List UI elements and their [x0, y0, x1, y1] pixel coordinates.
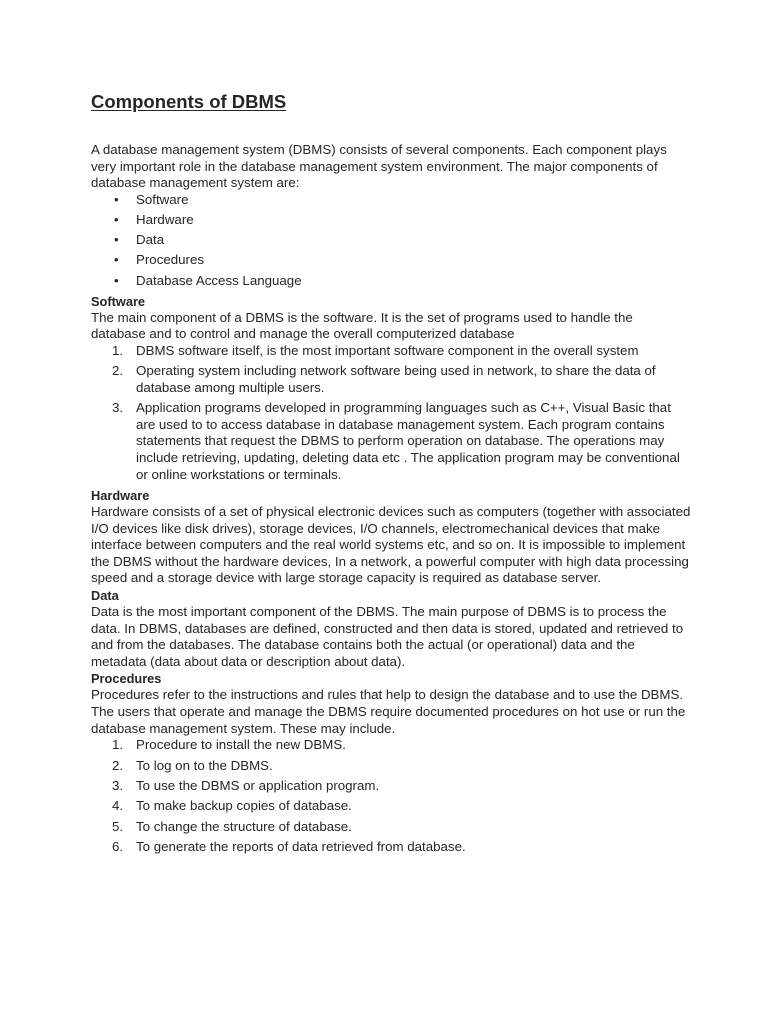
list-number: 2.	[112, 363, 124, 379]
hardware-paragraph: Hardware consists of a set of physical electronic devices such as computers (together with associated I/O devices like disk drives), storage devices, I/O channels, electromechanical devices that make interface between computers and the real world systems etc, and so on. It is impossible to implement the DBMS without the hardware devices, In a network, a powerful computer with high data processing speed and a storage device with large storage capacity is required as database server.	[91, 504, 691, 586]
list-item-text: To log on to the DBMS.	[136, 757, 273, 773]
list-number: 2.	[112, 757, 124, 773]
list-item-text: To make backup copies of database.	[136, 798, 352, 814]
list-item	[91, 363, 691, 396]
list-item: • Procedures	[91, 252, 691, 269]
list-item-text: Application programs developed in programming languages such as C++, Visual Basic that are used to to access database in database management system. Each program contains statements that request the DBMS to perform operation on database. The operations may include retrieving, updating, deleting data etc . The application program may be conventional or online workstations or terminals.	[136, 400, 680, 482]
list-item	[91, 839, 691, 856]
software-list	[91, 343, 691, 483]
list-item-text: To use the DBMS or application program.	[136, 777, 380, 793]
list-item: • Software	[91, 192, 691, 209]
list-item	[91, 400, 691, 483]
list-item: • Database Access Language	[91, 273, 691, 290]
list-item	[91, 819, 691, 836]
list-item	[91, 758, 691, 775]
list-item-text: Procedure to install the new DBMS.	[136, 737, 346, 753]
data-paragraph: Data is the most important component of the DBMS. The main purpose of DBMS is to process the data. In DBMS, databases are defined, constructed and then data is stored, updated and retrieved to and from the databases. The database contains both the actual (or operational) data and the metadata (data about data or description about data).	[91, 604, 684, 669]
list-item	[91, 343, 691, 360]
intro-paragraph: A database management system (DBMS) consists of several components. Each component plays very important role in the database management system environment. The major components of database management system are:	[91, 142, 667, 191]
list-item	[91, 737, 691, 754]
list-number: 1.	[112, 342, 124, 358]
list-number: 5.	[112, 818, 124, 834]
list-item: • Data	[91, 232, 691, 249]
procedures-heading: Procedures	[91, 671, 162, 687]
data-heading: Data	[91, 588, 119, 604]
components-list	[91, 192, 691, 289]
list-item-text: To generate the reports of data retrieved from database.	[136, 839, 466, 855]
list-item	[91, 798, 691, 815]
list-number: 1.	[112, 737, 124, 753]
procedures-paragraph: Procedures refer to the instructions and rules that help to design the database and to use the DBMS. The users that operate and manage the DBMS require documented procedures on hot use or run the database management system. These may include.	[91, 687, 686, 736]
document-title: Components of DBMS	[91, 91, 287, 112]
list-item-text: DBMS software itself, is the most important software component in the overall system	[136, 342, 639, 358]
list-item	[91, 778, 691, 795]
procedures-list	[91, 737, 691, 856]
hardware-heading: Hardware	[91, 488, 150, 504]
list-number: 4.	[112, 798, 124, 814]
list-item-text: To change the structure of database.	[136, 818, 352, 834]
list-item-text: Operating system including network software being used in network, to share the data of database among multiple users.	[136, 363, 656, 395]
list-item: • Hardware	[91, 212, 691, 229]
list-number: 3.	[112, 777, 124, 793]
software-heading: Software	[91, 293, 146, 309]
list-number: 6.	[112, 839, 124, 855]
document-content	[91, 91, 691, 860]
software-paragraph: The main component of a DBMS is the software. It is the set of programs used to handle the database and to control and manage the overall computerized database	[91, 309, 633, 342]
list-number: 3.	[112, 400, 124, 416]
